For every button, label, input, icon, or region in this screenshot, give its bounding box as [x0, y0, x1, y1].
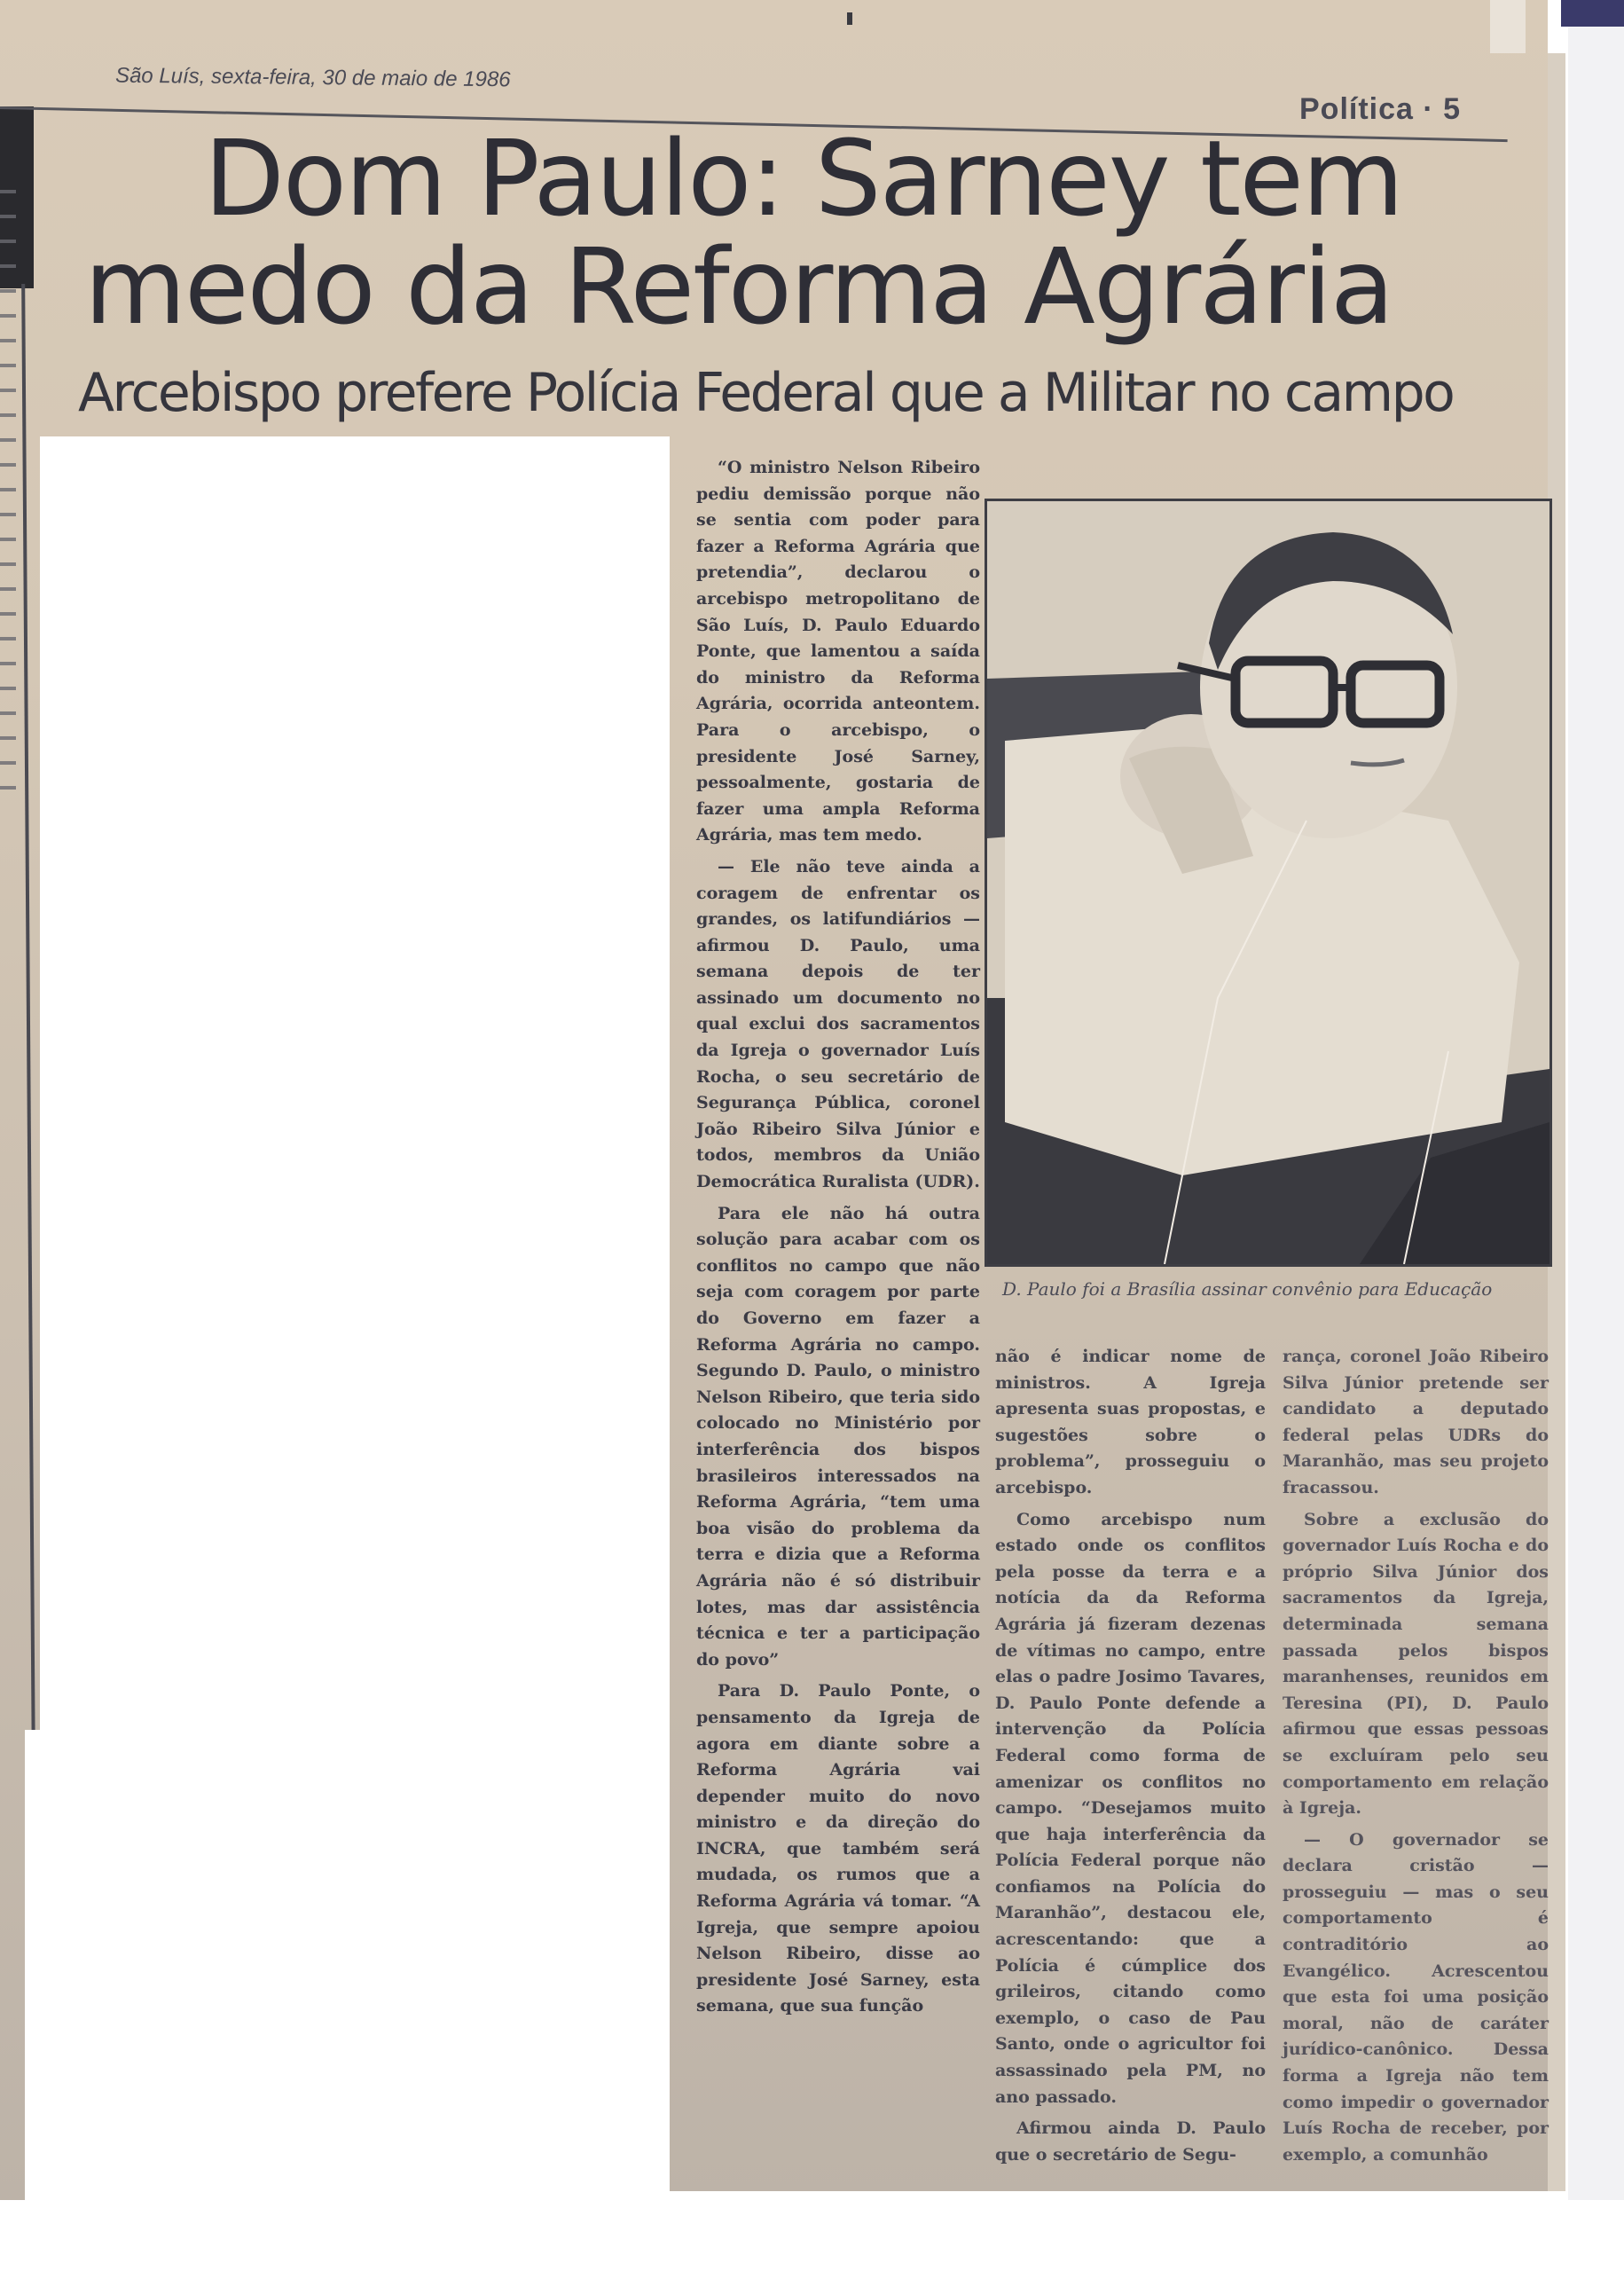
paper-tab	[1490, 0, 1526, 53]
paragraph: Como arcebispo num estado onde os conflitos pela posse da terra e a notícia da da Reforma Agrária já fizeram dezenas de vítimas no campo, entre elas o padre Josimo Tavares, D. Paulo Ponte defende a intervenção da Polícia Federal como forma de amenizar os conflitos no campo. “Desejamos muito que haja interferência da Polícia Federal porque não confiamos na Polícia do Maranhão”, destacou ele, acrescentando: que a Polícia é cúmplice dos grileiros, citando como exemplo, o caso de Pau Santo, onde o agricultor foi assassinado pela PM, no ano passado.	[995, 1509, 1266, 2107]
paragraph: Sobre a exclusão do governador Luís Rocha e do próprio Silva Júnior dos sacramentos da Igreja, determinada semana passada pelos bispos maranhenses, reunidos em Teresina (PI), D. Paulo afirmou que essas pessoas se excluíram pelo seu comportamento em relação à Igreja.	[1283, 1509, 1549, 1819]
adjacent-column-text-fragments	[0, 177, 16, 798]
article-column-3	[1283, 1344, 1549, 2168]
portrait-photo	[985, 499, 1552, 1267]
photo-caption: D. Paulo foi a Brasília assinar convênio para Educação	[1002, 1278, 1493, 1300]
paragraph: — O governador se declara cristão — prosseguiu — mas o seu comportamento é contraditório ao Evangélico. Acrescentou que esta foi uma posição moral, não de caráter jurídico-canônico. Dessa forma a Igreja não tem como impedir o governador Luís Rocha de receber, por exemplo, a comunhão	[1283, 1829, 1549, 2165]
article-column-1	[696, 455, 980, 2020]
headline	[84, 117, 1539, 348]
subheadline: Arcebispo prefere Polícia Federal que a Militar no campo	[78, 362, 1454, 424]
paragraph: Para D. Paulo Ponte, o pensamento da Igreja de agora em diante sobre a Reforma Agrária vai depender muito do novo ministro e da direção do INCRA, que também será mudada, os rumos que a Reforma Agrária vá tomar. “A Igreja, que sempre apoiou Nelson Ribeiro, disse ao presidente José Sarney, esta semana, que sua função	[696, 1681, 980, 2016]
dateline: São Luís, sexta-feira, 30 de maio de 1986	[114, 63, 511, 92]
paragraph: — Ele não teve ainda a coragem de enfrentar os grandes, os latifundiários — afirmou D. Paulo, uma semana depois de ter assinado um documento no qual exclui dos sacramentos da Igreja o governador Luís Rocha, o seu secretário de Segurança Pública, coronel João Ribeiro Silva Júnior e todos, membros da União Democrática Ruralista (UDR).	[696, 856, 980, 1192]
paragraph: rança, coronel João Ribeiro Silva Júnior pretende ser candidato a deputado federal pelas UDRs do Maranhão, mas seu projeto fracassou.	[1283, 1347, 1549, 1497]
paragraph: “O ministro Nelson Ribeiro pediu demissão porque não se sentia com poder para fazer a Reforma Agrária que pretendia”, declarou o arcebispo metropolitano de São Luís, D. Paulo Eduardo Ponte, que lamentou a saída do ministro da Reforma Agrária, ocorrida anteontem. Para o arcebispo, o presidente José Sarney, pessoalmente, gostaria de fazer uma ampla Reforma Agrária, mas tem medo.	[696, 458, 980, 845]
redacted-area	[25, 1730, 670, 2271]
print-mark	[847, 12, 852, 25]
headline-line-2: medo da Reforma Agrária	[84, 225, 1393, 348]
paragraph: Para ele não há outra solução para acabar com os conflitos no campo que não seja com coragem por parte do Governo em fazer a Reforma Agrária no campo. Segundo D. Paulo, o ministro Nelson Ribeiro, que teria sido colocado no Ministério por interferência dos bispos brasileiros interessados na Reforma Agrária, “tem uma boa visão do problema da terra e dizia que a Reforma Agrária não é só distribuir lotes, mas dar assistência técnica e ter a participação do povo”	[696, 1203, 980, 1670]
paragraph: Afirmou ainda D. Paulo que o secretário de Segu-	[995, 2118, 1266, 2165]
background-object	[1561, 0, 1624, 27]
article-column-2	[995, 1344, 1266, 2168]
paragraph: não é indicar nome de ministros. A Igreja apresenta suas propostas, e sugestões sobre o problema”, prosseguiu o arcebispo.	[995, 1347, 1266, 1497]
portrait-illustration	[987, 501, 1549, 1264]
background-area	[639, 2191, 1624, 2271]
headline-line-1: Dom Paulo: Sarney tem	[204, 117, 1402, 240]
section-label: Política · 5	[1299, 92, 1462, 126]
background-area	[1568, 27, 1624, 2200]
redacted-area	[40, 436, 670, 1741]
